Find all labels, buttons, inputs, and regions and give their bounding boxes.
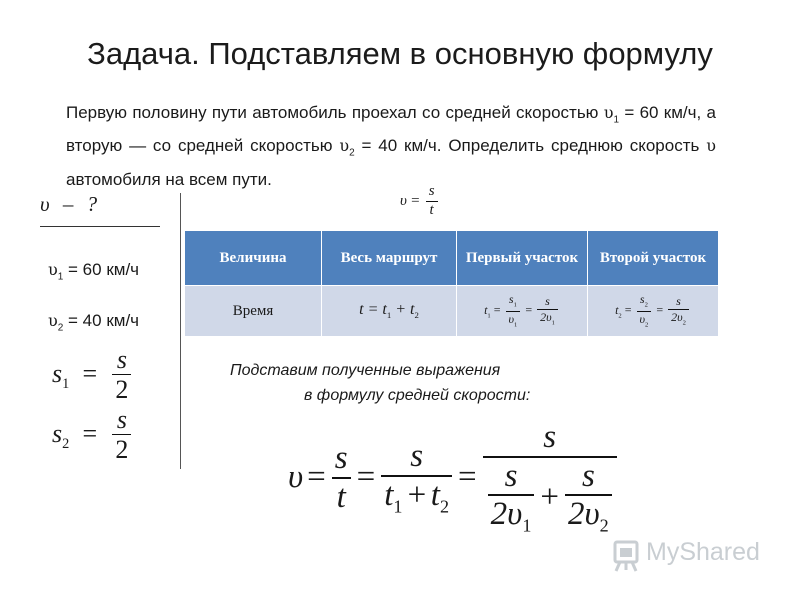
problem-text-3: = 40 км/ч. Определить среднюю скорость [361, 136, 700, 156]
cell-t1-formula: $t_1$ = $\frac{s_1}{\upsilon_1}$ = $\frac{s}{2\upsilon_1}$ [457, 286, 588, 337]
v1-subscript: 1 [613, 114, 620, 126]
s1-fraction [112, 346, 131, 404]
cell-total-time: $t = t_1 + t_2$ [322, 286, 457, 337]
header-second-part: Второй участок [588, 231, 719, 286]
vertical-divider [180, 193, 181, 469]
s2-denominator: 2 [115, 435, 129, 465]
basic-formula-den: t [429, 201, 434, 218]
s2-fraction [112, 406, 131, 464]
v2-symbol: υ [339, 136, 350, 156]
given-s1-formula [52, 346, 133, 404]
header-whole-route: Весь маршрут [322, 231, 457, 286]
table-header-row [185, 231, 719, 286]
problem-text-4: автомобиля на всем пути. [66, 169, 272, 189]
final-v: υ [288, 459, 304, 496]
s2-lhs: $s_2$ [52, 418, 70, 452]
given-divider [40, 226, 160, 227]
v-symbol: υ [706, 136, 716, 156]
cell-t2-formula: $t_2$ = $\frac{s_2}{\upsilon_2}$ = $\frac{s}{2\upsilon_2}$ [588, 286, 719, 337]
given-v1-symbol: υ [48, 260, 58, 279]
v1-symbol: υ [603, 103, 614, 122]
basic-formula-fraction [426, 184, 438, 219]
header-first-part: Первый участок [457, 231, 588, 286]
s1-numerator: s [116, 345, 127, 374]
given-v2-symbol: υ [48, 311, 58, 330]
s1-equals: = [82, 358, 98, 388]
s2-numerator: s [116, 405, 127, 434]
basic-formula-v: υ [400, 193, 407, 210]
final-frac-s-t: $\frac{s}{t}$ [332, 441, 351, 514]
basic-formula-num: s [428, 183, 435, 199]
quantity-table [184, 230, 719, 337]
s1-lhs: $s_1$ [52, 358, 70, 392]
s1-denominator: 2 [115, 375, 129, 405]
presentation-logo-icon [612, 540, 640, 572]
final-frac-s-t1t2: $\frac{s}{t_1+t_2}$ [381, 439, 452, 516]
given-v2-subscript: 2 [57, 322, 64, 334]
given-s2-formula [52, 406, 133, 464]
problem-statement [66, 100, 716, 193]
final-formula [288, 420, 619, 536]
v2-subscript: 2 [349, 147, 355, 159]
given-v1-subscript: 1 [57, 271, 64, 283]
slide-title: Задача. Подставляем в основную формулу [87, 36, 713, 71]
basic-formula [400, 184, 440, 219]
basic-formula-equals: = [411, 193, 420, 210]
given-v1-value: = 60 км/ч [68, 260, 140, 279]
given-v1 [48, 260, 139, 282]
final-eq-2: = [356, 459, 376, 496]
substitution-line-2: в формулу средней скорости: [304, 387, 531, 404]
row-label-time: Время [185, 286, 322, 337]
site-logo-text: MyShared [646, 538, 760, 566]
table-row [185, 286, 719, 337]
given-v2-value: = 40 км/ч [68, 311, 140, 330]
header-quantity: Величина [185, 231, 322, 286]
given-v2 [48, 311, 139, 333]
problem-text-1: Первую половину пути автомобиль проехал со средней скоростью [66, 103, 599, 122]
s2-equals: = [82, 418, 98, 448]
final-eq-1: = [307, 459, 326, 496]
final-eq-3: = [458, 459, 477, 496]
substitution-line-1: Подставим полученные выражения [230, 362, 501, 379]
find-unknown: υ – ? [40, 192, 102, 216]
problem-text-2: = 60 км/ч, а вторую — со средней скоростью [66, 103, 716, 156]
final-frac-harmonic: s $\frac{s}{2\upsilon_1}$ + $\frac{s}{2\upsilon_2}$ [483, 420, 617, 536]
